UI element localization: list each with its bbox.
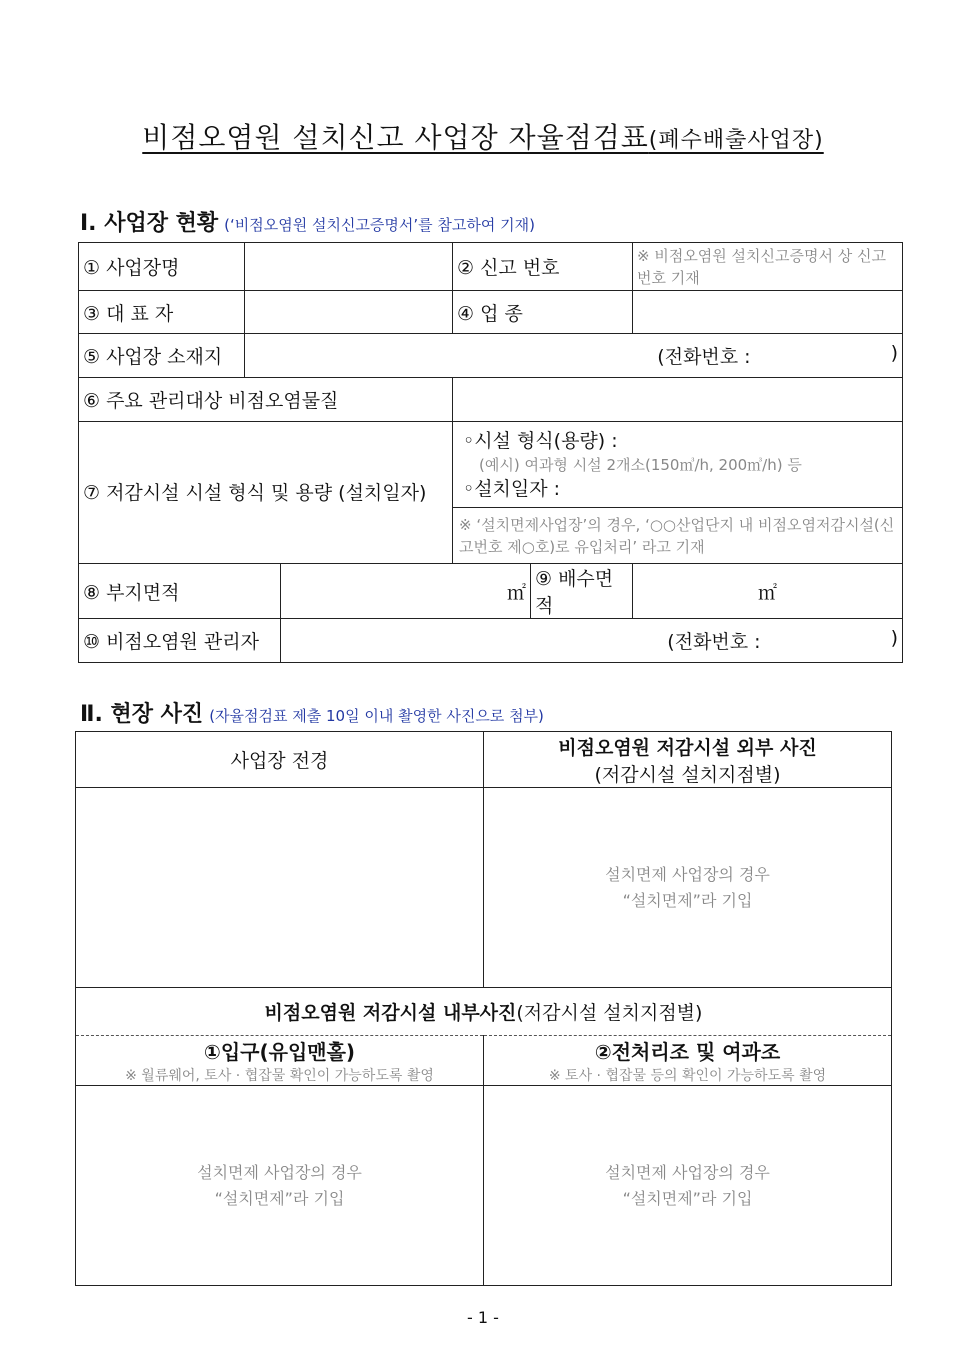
- pretreat-exempt-line2: “설치면제”라 기입: [622, 1188, 753, 1208]
- pretreat-note: ※ 토사 · 협잡물 등의 확인이 가능하도록 촬영: [548, 1068, 827, 1084]
- facility-type-label: ◦시설 형식(용량) :: [463, 429, 618, 452]
- address-field[interactable]: [245, 334, 903, 378]
- table-row: [79, 243, 903, 291]
- table-row: [76, 988, 892, 1036]
- page-number: - 1 -: [467, 1308, 499, 1327]
- drainage-area-unit: ㎡: [757, 581, 777, 604]
- exterior-subheader: (저감시설 설치지점별): [594, 763, 781, 786]
- interior-header-cell: [76, 988, 892, 1036]
- pretreat-photo-area[interactable]: [484, 1086, 892, 1286]
- facility-label: ⑦ 저감시설 시설 형식 및 용량 (설치일자): [79, 422, 453, 564]
- drainage-area-field[interactable]: [633, 564, 903, 619]
- exterior-header: 비점오염원 저감시설 외부 사진: [558, 736, 817, 759]
- table-row: [79, 619, 903, 663]
- table-row: [76, 1086, 892, 1286]
- title-main: 비점오염원 설치신고 사업장 자율점검표: [142, 121, 649, 154]
- address-phone-label: (전화번호 :: [657, 346, 751, 368]
- title-sub: (폐수배출사업장): [648, 128, 824, 153]
- pollutant-label: ⑥ 주요 관리대상 비점오염물질: [79, 378, 453, 422]
- pollutant-field[interactable]: [453, 378, 903, 422]
- representative-field[interactable]: [245, 291, 453, 334]
- interior-subheader: (저감시설 설치지점별): [516, 1002, 703, 1024]
- page-title: [0, 116, 966, 156]
- manager-field[interactable]: [281, 619, 903, 663]
- section1-title: Ⅰ. 사업장 현황: [80, 211, 219, 236]
- inlet-header-cell: [76, 1036, 484, 1086]
- table-row: [79, 422, 903, 508]
- workplace-name-label: ① 사업장명: [79, 243, 245, 291]
- table-row: [79, 291, 903, 334]
- site-area-label: ⑧ 부지면적: [79, 564, 281, 619]
- table-row: [76, 1036, 892, 1086]
- section1-heading: [80, 206, 535, 237]
- interior-header: 비점오염원 저감시설 내부사진: [264, 1002, 517, 1024]
- exterior-exempt-line1: 설치면제 사업장의 경우: [605, 864, 770, 884]
- industry-label: ④ 업 종: [453, 291, 633, 334]
- workplace-name-field[interactable]: [245, 243, 453, 291]
- inlet-exempt-line1: 설치면제 사업장의 경우: [197, 1162, 362, 1182]
- section2-note: (자율점검표 제출 10일 이내 촬영한 사진으로 첨부): [209, 707, 544, 725]
- table-row: [79, 564, 903, 619]
- section2-heading: [80, 697, 544, 728]
- workplace-status-table: [78, 242, 903, 663]
- report-number-note: ※ 비점오염원 설치신고증명서 상 신고번호 기재: [633, 243, 903, 291]
- section1-note: (‘비점오염원 설치신고증명서’를 참고하여 기재): [224, 216, 535, 234]
- facility-type-cell[interactable]: [453, 422, 903, 508]
- site-photo-table: [75, 731, 892, 1286]
- overview-header: 사업장 전경: [76, 732, 484, 788]
- table-row: [79, 334, 903, 378]
- install-date-label: ◦설치일자 :: [463, 477, 561, 500]
- address-label: ⑤ 사업장 소재지: [79, 334, 245, 378]
- exempt-note: ※ ‘설치면제사업장’의 경우, ‘○○산업단지 내 비점오염저감시설(신고번호 제○호)로 유입처리’ 라고 기재: [453, 508, 903, 564]
- pretreat-header-cell: [484, 1036, 892, 1086]
- table-row: [76, 788, 892, 988]
- pretreat-header: ②전처리조 및 여과조: [594, 1040, 781, 1064]
- table-row: [79, 378, 903, 422]
- report-number-label: ② 신고 번호: [453, 243, 633, 291]
- site-area-unit: ㎡: [506, 581, 526, 604]
- table-row: [76, 732, 892, 788]
- inlet-photo-area[interactable]: [76, 1086, 484, 1286]
- drainage-area-label: ⑨ 배수면적: [531, 564, 633, 619]
- section2-title: Ⅱ. 현장 사진: [80, 702, 204, 727]
- exterior-header-cell: [484, 732, 892, 788]
- inlet-exempt-line2: “설치면제”라 기입: [214, 1188, 345, 1208]
- manager-label: ⑩ 비점오염원 관리자: [79, 619, 281, 663]
- overview-photo-area[interactable]: [76, 788, 484, 988]
- manager-phone-close: ): [890, 627, 898, 649]
- manager-phone-label: (전화번호 :: [667, 631, 761, 653]
- address-phone-close: ): [890, 342, 898, 364]
- inlet-note: ※ 월류웨어, 토사 · 협잡물 확인이 가능하도록 촬영: [125, 1068, 434, 1084]
- facility-example: (예시) 여과형 시설 2개소(150㎥/h, 200㎥/h) 등: [479, 455, 802, 474]
- exterior-exempt-line2: “설치면제”라 기입: [622, 890, 753, 910]
- pretreat-exempt-line1: 설치면제 사업장의 경우: [605, 1162, 770, 1182]
- industry-field[interactable]: [633, 291, 903, 334]
- inlet-header: ①입구(유입맨홀): [203, 1040, 356, 1064]
- representative-label: ③ 대 표 자: [79, 291, 245, 334]
- exterior-photo-area[interactable]: [484, 788, 892, 988]
- site-area-field[interactable]: [281, 564, 531, 619]
